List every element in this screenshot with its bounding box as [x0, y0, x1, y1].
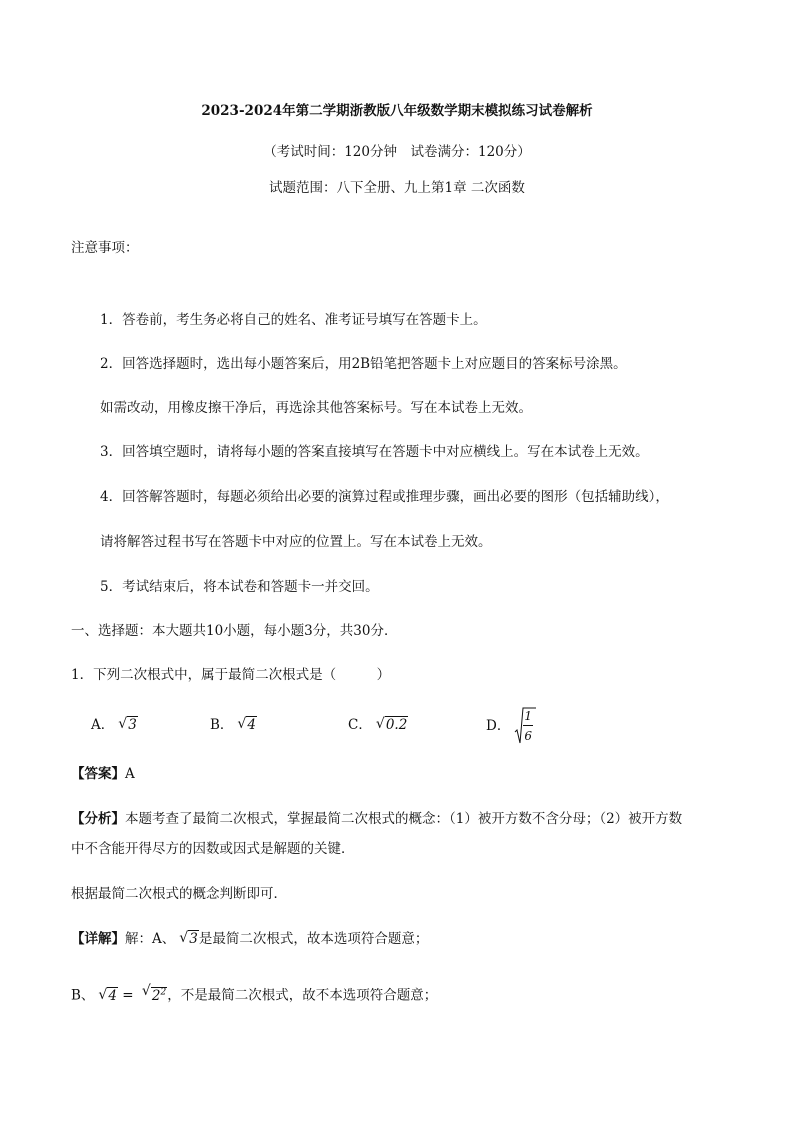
sqrt-expression: √ $2^2$ — [141, 983, 167, 1004]
option-b — [210, 715, 257, 735]
exam-info: （考试时间：120分钟 试卷满分：120分） — [263, 144, 531, 160]
sqrt-expression: √ 3 — [179, 930, 198, 947]
detail-line-a — [71, 929, 428, 949]
sqrt-expression: √ 4 — [98, 986, 118, 1004]
answer-value: A — [125, 766, 135, 782]
option-a — [91, 715, 138, 735]
detail-text: ，不是最简二次根式，故不本选项符合题意； — [167, 987, 438, 1004]
radicand-power — [151, 987, 167, 1004]
answer-line — [71, 764, 135, 784]
notice-heading: 注意事项： — [71, 240, 139, 256]
option-d — [486, 706, 536, 746]
sqrt-expression: √ 4 — [237, 716, 257, 733]
equals-sign: = — [118, 987, 138, 1004]
radicand: 0.2 — [385, 717, 408, 733]
notice-item: 1．答卷前，考生务必将自己的姓名、准考证号填写在答题卡上。 — [100, 312, 487, 328]
analysis-line — [71, 809, 682, 829]
document-title: 2023-2024年第二学期浙教版八年级数学期末模拟练习试卷解析 — [201, 103, 593, 119]
analysis-text-continued: 中不含能开得尽方的因数或因式是解题的关键． — [71, 841, 355, 857]
analysis-text: 本题考查了最简二次根式，掌握最简二次根式的概念：（1）被开方数不含分母；（2）被开方数 — [125, 811, 683, 827]
option-c — [348, 715, 408, 735]
answer-tag: 【答案】 — [71, 766, 125, 782]
notice-item: 如需改动，用橡皮擦干净后，再选涂其他答案标号。写在本试卷上无效。 — [100, 400, 532, 416]
fraction-denominator: 6 — [524, 729, 532, 743]
question-stem: 1．下列二次根式中，属于最简二次根式是（ ） — [71, 667, 391, 683]
notice-item: 请将解答过程书写在答题卡中对应的位置上。写在本试卷上无效。 — [100, 534, 492, 550]
analysis-conclusion: 根据最简二次根式的概念判断即可． — [71, 886, 287, 902]
detail-text: 是最简二次根式，故本选项符合题意； — [198, 931, 429, 947]
sqrt-expression: √ 0.2 — [375, 716, 408, 733]
option-label: D． — [486, 718, 511, 734]
detail-text: B、 — [71, 987, 95, 1004]
option-label: C． — [348, 717, 372, 733]
notice-item: 5．考试结束后，将本试卷和答题卡一并交回。 — [100, 579, 379, 595]
exponent: 2 — [160, 987, 167, 997]
sqrt-expression: √ 3 — [118, 716, 137, 733]
detail-text: 解：A、 — [125, 931, 176, 947]
notice-item: 4．回答解答题时，每题必须给出必要的演算过程或推理步骤，画出必要的图形（包括辅助线）， — [100, 489, 669, 505]
fraction-numerator: 1 — [524, 709, 532, 723]
radicand: 4 — [108, 987, 118, 1004]
radicand: 2 — [151, 987, 161, 1004]
section-heading: 一、选择题：本大题共10小题，每小题3分，共30分． — [71, 623, 398, 639]
detail-line-b — [71, 982, 437, 1006]
sqrt-fraction — [514, 706, 536, 746]
option-label: A． — [91, 717, 115, 733]
radicand: 4 — [247, 717, 257, 733]
detail-tag: 【详解】 — [71, 931, 125, 947]
option-label: B． — [210, 717, 234, 733]
radicand: 3 — [189, 931, 198, 947]
analysis-tag: 【分析】 — [71, 811, 125, 827]
exam-scope: 试题范围：八下全册、九上第1章 二次函数 — [269, 180, 525, 196]
notice-item: 3．回答填空题时，请将每小题的答案直接填写在答题卡中对应横线上。写在本试卷上无效。 — [100, 444, 649, 460]
radicand: 3 — [128, 717, 137, 733]
notice-item: 2．回答选择题时，选出每小题答案后，用2B铅笔把答题卡上对应题目的答案标号涂黑。 — [100, 356, 627, 372]
